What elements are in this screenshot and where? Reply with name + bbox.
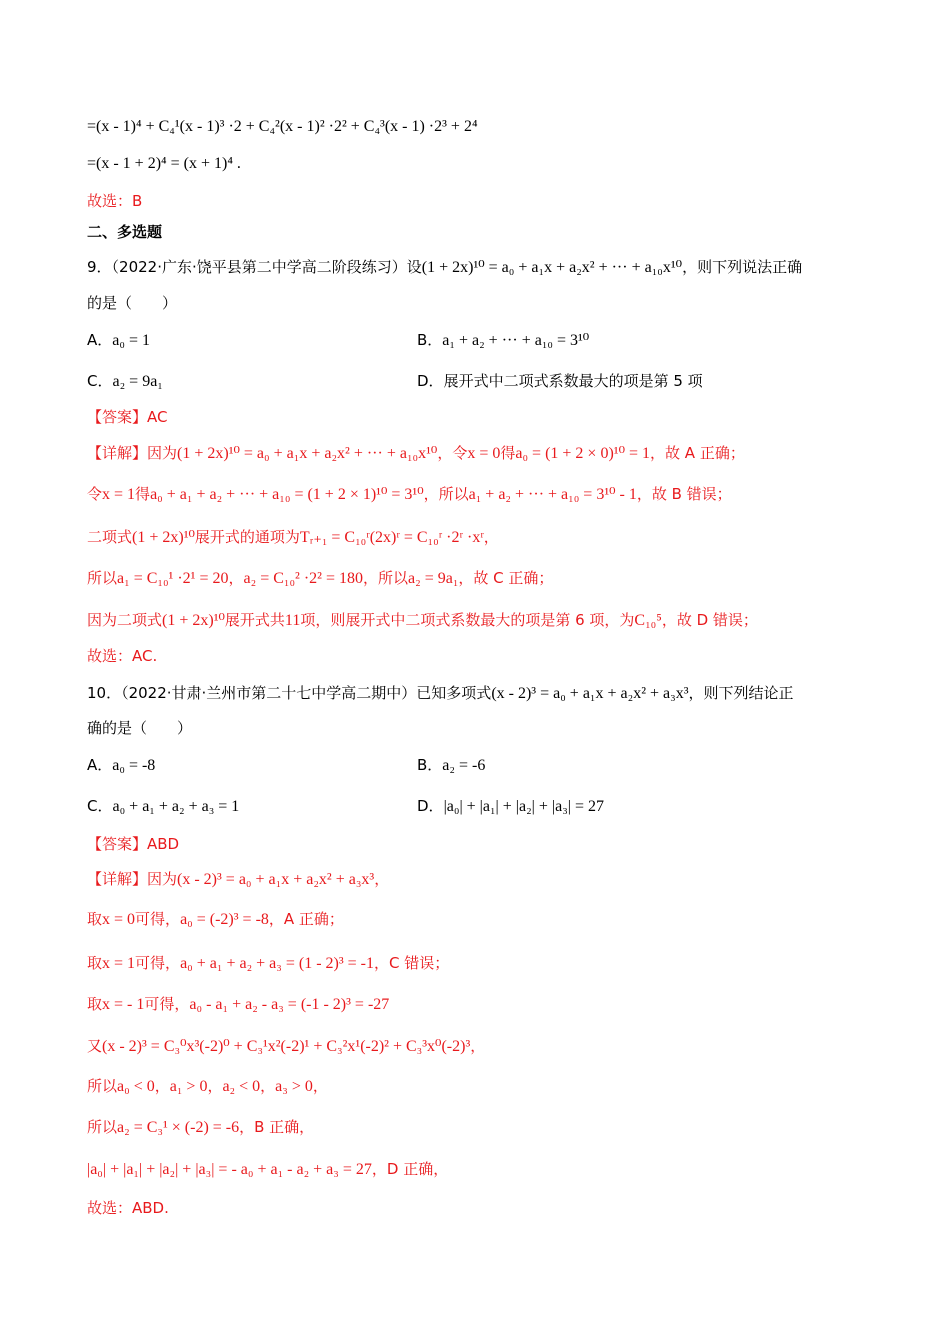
text: 【详解】因为 <box>87 870 178 888</box>
question-9-stem <box>87 256 802 279</box>
text: 所以 <box>87 569 118 587</box>
solution-line <box>87 1075 328 1098</box>
option-a <box>87 329 150 352</box>
text: 因为二项式 <box>87 611 163 629</box>
text: ， <box>470 1037 486 1055</box>
text: ，所以 <box>423 485 469 503</box>
text: ，D 正确， <box>371 1160 449 1178</box>
solution-line <box>87 567 553 590</box>
math: a₂ < 0 <box>222 1078 261 1095</box>
math: C₁₀⁵ <box>634 612 662 629</box>
text: ，A 正确； <box>268 910 344 928</box>
option-c <box>87 795 239 818</box>
option-math: |a₀| + |a₁| + |a₂| + |a₃| = 27 <box>443 798 604 815</box>
section-title: 二、多选题 <box>87 223 163 241</box>
final-answer: 故选：AC. <box>87 647 158 665</box>
option-label: C． <box>87 797 113 815</box>
math: a₂ = 9a₁ <box>408 570 459 587</box>
math: Tᵣ₊₁ = C₁₀ʳ(2x)ʳ = C₁₀ʳ ·2ʳ ·xʳ <box>299 529 484 546</box>
math: a₀ = (1 + 2 × 0)¹⁰ = 1 <box>515 445 651 462</box>
text: 可得， <box>135 910 181 928</box>
option-math: a₂ = 9a₁ <box>112 373 163 390</box>
option-label: D． <box>417 372 444 390</box>
stem-math: (x - 2)³ = a₀ + a₁x + a₂x² + a₃x³ <box>491 685 689 702</box>
solution-line <box>87 1158 448 1181</box>
question-9-stem-cont: 的是（ ） <box>87 294 178 312</box>
option-b <box>417 754 485 777</box>
text: 所以 <box>87 1077 118 1095</box>
text: ，C 错误； <box>374 954 450 972</box>
text: 可得， <box>135 954 181 972</box>
question-10-stem-cont: 确的是（ ） <box>87 719 193 737</box>
option-label: A． <box>87 331 113 349</box>
option-a <box>87 754 155 777</box>
math: x = 0 <box>467 445 501 462</box>
text: 项，则展开式中二项式系数最大的项是第 6 项，为 <box>300 611 635 629</box>
math: a₀ + a₁ + a₂ + a₃ = (1 - 2)³ = -1 <box>180 955 375 972</box>
text: 得 <box>500 444 516 462</box>
solution-line <box>87 609 758 632</box>
answer-line: 【答案】ABD <box>87 835 180 853</box>
option-math: a₂ = -6 <box>442 757 486 774</box>
math: 11 <box>284 612 301 629</box>
text: 取 <box>87 995 103 1013</box>
math: a₀ = (-2)³ = -8 <box>180 911 269 928</box>
answer-choice-line: 故选：B <box>87 192 143 210</box>
math: a₁ + a₂ + ··· + a₁₀ = 3¹⁰ - 1 <box>468 486 637 503</box>
math: a₁ > 0 <box>169 1078 208 1095</box>
math: a₀ + a₁ + a₂ + ··· + a₁₀ = (1 + 2 × 1)¹⁰ = 3¹⁰ <box>150 486 424 503</box>
stem-text: 9．（2022·广东·饶平县第二中学高二阶段练习）设 <box>87 258 422 276</box>
stem-math: (1 + 2x)¹⁰ = a₀ + a₁x + a₂x² + ··· + a₁₀x¹⁰ <box>421 259 683 276</box>
text: 所以 <box>87 1118 118 1136</box>
text: 取 <box>87 954 103 972</box>
text: ，故 B 错误； <box>636 485 732 503</box>
text: ， <box>483 528 499 546</box>
math: |a₀| + |a₁| + |a₂| + |a₃| = - a₀ + a₁ - a₂ + a₃ = 27 <box>87 1161 372 1178</box>
question-10-stem <box>87 682 794 705</box>
equation-line: =(x - 1)⁴ + C₄¹(x - 1)³ ·2 + C₄²(x - 1)² ·2² + C₄³(x - 1) ·2³ + 2⁴ <box>87 118 478 135</box>
option-d <box>417 370 703 392</box>
text: 可得， <box>144 995 190 1013</box>
math: x = - 1 <box>102 996 145 1013</box>
option-label: D． <box>417 797 444 815</box>
option-label: B． <box>417 756 443 774</box>
option-b <box>417 329 589 352</box>
math: (1 + 2x)¹⁰ <box>132 529 195 546</box>
answer-line: 【答案】AC <box>87 408 168 426</box>
text: 展开式的通项为 <box>194 528 300 546</box>
math: a₂ = C₃¹ × (-2) = -6 <box>117 1119 240 1136</box>
text: 又 <box>87 1037 103 1055</box>
text: ， <box>228 569 244 587</box>
text: 二项式 <box>87 528 133 546</box>
text: 取 <box>87 910 103 928</box>
math: a₀ - a₁ + a₂ - a₃ = (-1 - 2)³ = -27 <box>189 996 390 1013</box>
equation-line: =(x - 1 + 2)⁴ = (x + 1)⁴ . <box>87 155 241 172</box>
math: x = 1 <box>102 955 136 972</box>
math: (1 + 2x)¹⁰ = a₀ + a₁x + a₂x² + ··· + a₁₀x¹⁰ <box>177 445 438 462</box>
solution-line <box>87 952 449 975</box>
text: 【详解】因为 <box>87 444 178 462</box>
text: ， <box>260 1077 276 1095</box>
math: (x - 2)³ = a₀ + a₁x + a₂x² + a₃x³ <box>177 871 375 888</box>
text: 展开式共 <box>224 611 285 629</box>
stem-text: 10．（2022·甘肃·兰州市第二十七中学高二期中）已知多项式 <box>87 684 492 702</box>
solution-line <box>87 526 499 549</box>
option-d <box>417 795 604 818</box>
solution-line <box>87 442 745 465</box>
solution-line <box>87 868 389 891</box>
option-math: a₀ + a₁ + a₂ + a₃ = 1 <box>112 798 240 815</box>
option-label: B． <box>417 331 443 349</box>
final-answer: 故选：ABD. <box>87 1199 169 1217</box>
math: a₃ > 0 <box>275 1078 313 1095</box>
text: ，B 正确， <box>239 1118 315 1136</box>
solution-line <box>87 1035 485 1058</box>
solution-line <box>87 908 344 931</box>
solution-line <box>87 993 389 1016</box>
option-text: 展开式中二项式系数最大的项是第 5 项 <box>443 372 703 390</box>
text: ，故 D 错误； <box>661 611 758 629</box>
text: ，故 A 正确； <box>650 444 745 462</box>
solution-line <box>87 483 732 506</box>
text: ， <box>207 1077 223 1095</box>
math: a₀ < 0 <box>117 1078 155 1095</box>
text: ， <box>374 870 390 888</box>
text: ，故 C 正确； <box>458 569 554 587</box>
text: 得 <box>135 485 151 503</box>
option-c <box>87 370 163 393</box>
text: ， <box>312 1077 328 1095</box>
stem-text: ，则下列结论正 <box>688 684 794 702</box>
math: x = 1 <box>102 486 136 503</box>
text: 令 <box>87 485 103 503</box>
option-math: a₀ = -8 <box>112 757 156 774</box>
text: ， <box>154 1077 170 1095</box>
option-math: a₀ = 1 <box>112 332 150 349</box>
solution-line <box>87 1116 314 1139</box>
option-math: a₁ + a₂ + ··· + a₁₀ = 3¹⁰ <box>442 332 590 349</box>
math: a₁ = C₁₀¹ ·2¹ = 20 <box>117 570 229 587</box>
math: (1 + 2x)¹⁰ <box>162 612 225 629</box>
stem-text: ，则下列说法正确 <box>682 258 803 276</box>
math: a₂ = C₁₀² ·2² = 180 <box>243 570 363 587</box>
math: x = 0 <box>102 911 136 928</box>
text: ，令 <box>437 444 468 462</box>
math: (x - 2)³ = C₃⁰x³(-2)⁰ + C₃¹x²(-2)¹ + C₃²x¹(-2)² + C₃³x⁰(-2)³ <box>102 1038 471 1055</box>
option-label: A． <box>87 756 113 774</box>
text: ，所以 <box>363 569 409 587</box>
option-label: C． <box>87 372 113 390</box>
